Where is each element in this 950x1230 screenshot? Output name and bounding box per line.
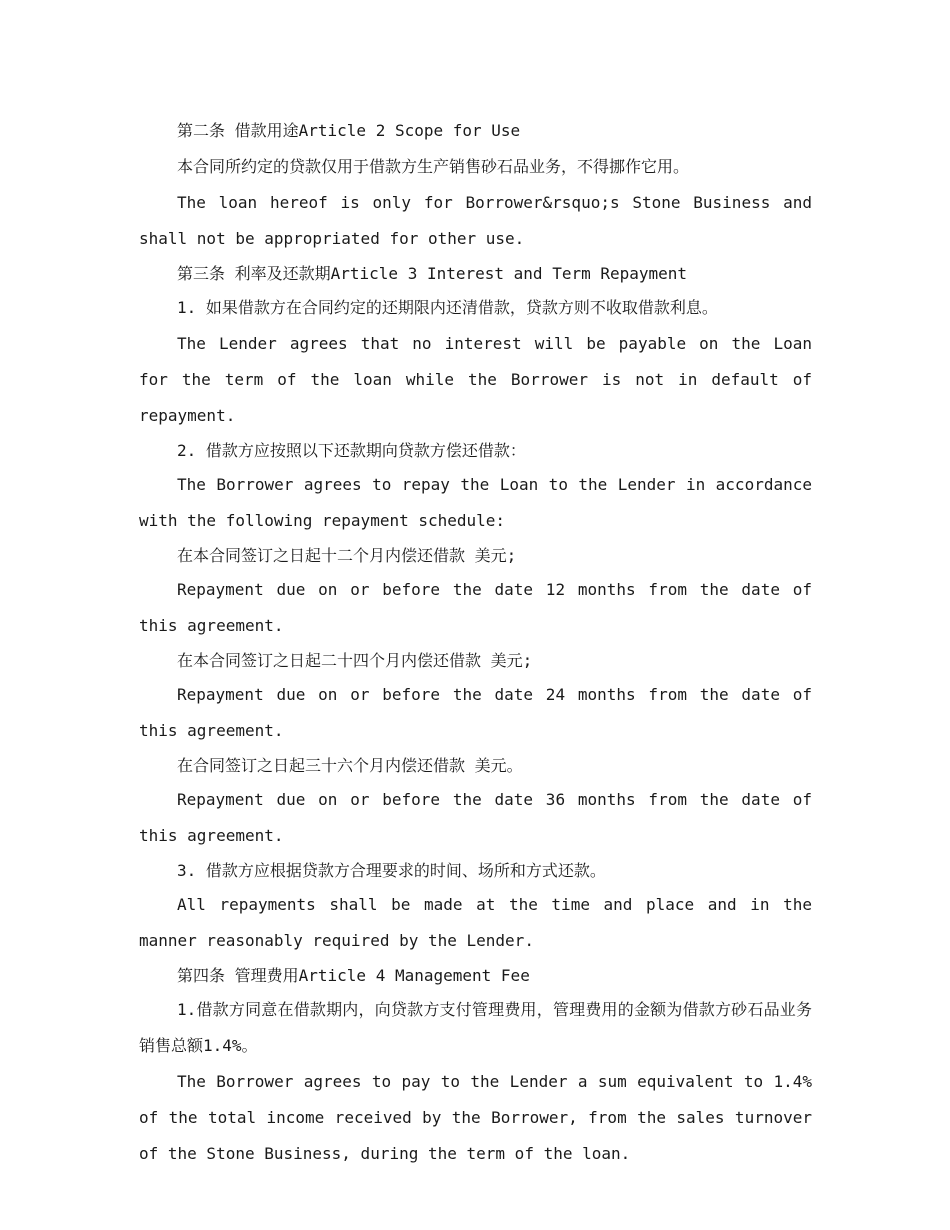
repayment-36-months-english: Repayment due on or before the date 36 months from the date of this agreement. <box>139 790 812 845</box>
article-4-item-1-english: The Borrower agrees to pay to the Lender a sum equivalent to 1.4% of the total income received by the Borrower, from the sales turnover of the Stone Business, during the term of the loan. <box>139 1072 812 1163</box>
article-2-chinese-text: 本合同所约定的贷款仅用于借款方生产销售砂石品业务，不得挪作它用。 <box>177 157 690 176</box>
article-4-heading: 第四条 管理费用Article 4 Management Fee <box>177 966 530 985</box>
article-2-heading: 第二条 借款用途Article 2 Scope for Use <box>177 121 521 140</box>
article-3-item-1-english: The Lender agrees that no interest will be payable on the Loan for the term of the loan while the Borrower is not in default of repayment. <box>139 334 812 425</box>
article-3-heading: 第三条 利率及还款期Article 3 Interest and Term Repayment <box>177 264 688 283</box>
document-body <box>139 113 812 1172</box>
article-3-item-3-english: All repayments shall be made at the time and place and in the manner reasonably required by the Lender. <box>139 895 812 950</box>
article-3-item-2-chinese: 2. 借款方应按照以下还款期向贷款方偿还借款： <box>177 441 526 460</box>
article-4-item-1-chinese: 1.借款方同意在借款期内，向贷款方支付管理费用，管理费用的金额为借款方砂石品业务销售总额1.4%。 <box>139 1000 812 1055</box>
repayment-12-months-chinese: 在本合同签订之日起十二个月内偿还借款 美元; <box>177 546 517 565</box>
repayment-36-months-chinese: 在合同签订之日起三十六个月内偿还借款 美元。 <box>177 756 523 775</box>
article-3-item-2-english: The Borrower agrees to repay the Loan to the Lender in accordance with the following repayment schedule: <box>139 475 812 530</box>
repayment-24-months-english: Repayment due on or before the date 24 months from the date of this agreement. <box>139 685 812 740</box>
repayment-24-months-chinese: 在本合同签订之日起二十四个月内偿还借款 美元; <box>177 651 533 670</box>
article-3-item-1-chinese: 1. 如果借款方在合同约定的还期限内还清借款，贷款方则不收取借款利息。 <box>177 298 718 317</box>
repayment-12-months-english: Repayment due on or before the date 12 months from the date of this agreement. <box>139 580 812 635</box>
article-2-english-text: The loan hereof is only for Borrower&rsquo;s Stone Business and shall not be appropriated for other use. <box>139 193 812 248</box>
article-3-item-3-chinese: 3. 借款方应根据贷款方合理要求的时间、场所和方式还款。 <box>177 861 606 880</box>
